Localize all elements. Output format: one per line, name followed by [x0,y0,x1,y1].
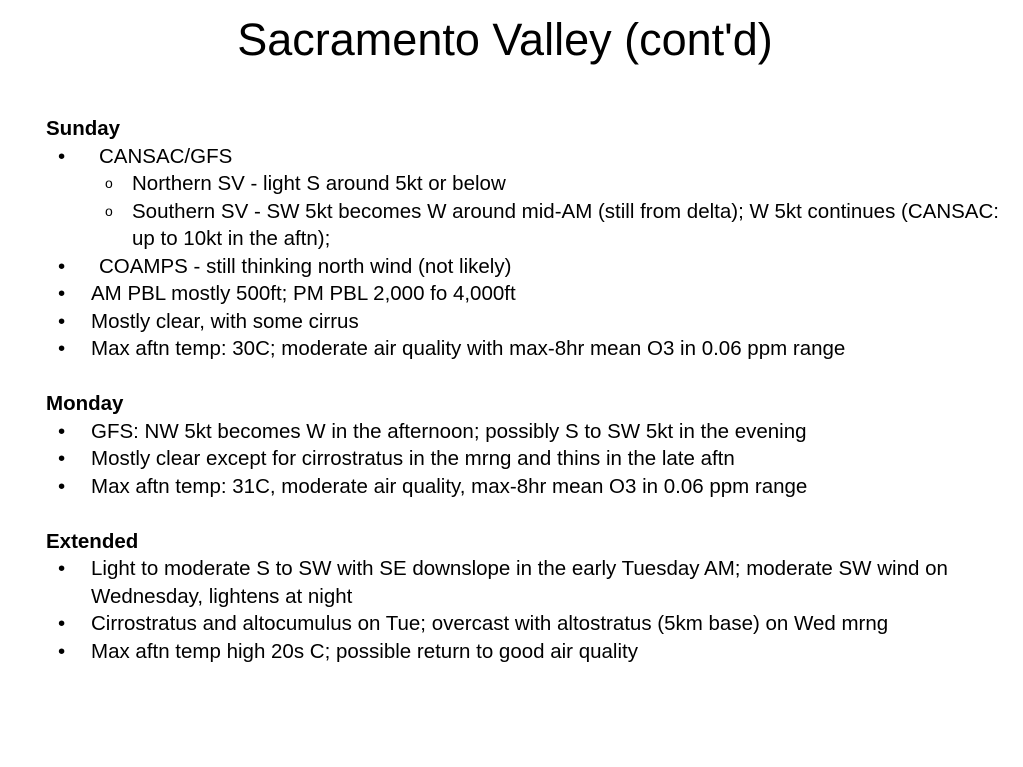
bullet-text: Max aftn temp: 30C; moderate air quality with max-8hr mean O3 in 0.06 ppm range [91,337,846,360]
bullet-icon: • [58,337,66,360]
sub-bullet-list [91,170,1006,253]
bullet-text: Light to moderate S to SW with SE downslope in the early Tuesday AM; moderate SW wind on Wednesday, lightens at night [91,557,948,608]
bullet-item [46,280,1006,308]
sub-bullet-item [91,170,1006,198]
bullet-icon: • [58,557,66,580]
bullet-text: Max aftn temp: 31C, moderate air quality, max-8hr mean O3 in 0.06 ppm range [91,474,808,498]
sub-bullet-text: Northern SV - light S around 5kt or below [132,172,506,195]
bullet-text: Mostly clear except for cirrostratus in the mrng and thins in the late aftn [91,447,735,470]
bullet-icon: • [58,254,66,278]
bullet-icon: • [58,639,66,663]
sunday-bullet-list [46,143,1006,363]
bullet-text: AM PBL mostly 500ft; PM PBL 2,000 fo 4,000ft [91,282,516,305]
bullet-text: COAMPS - still thinking north wind (not likely) [99,254,512,278]
section-heading-monday: Monday [46,392,124,415]
section-heading-extended: Extended [46,529,139,553]
slide-content [46,115,1006,665]
bullet-icon: • [58,612,66,635]
bullet-icon: • [58,447,66,470]
bullet-text: Mostly clear, with some cirrus [91,309,359,333]
bullet-text: Cirrostratus and altocumulus on Tue; overcast with altostratus (5km base) on Wed mrng [91,612,889,635]
bullet-item [46,445,1006,473]
section-monday [46,390,1006,500]
slide-title: Sacramento Valley (cont'd) [237,14,773,65]
sub-bullet-icon: o [105,202,113,219]
sub-bullet-item [91,198,1006,253]
bullet-text: Max aftn temp high 20s C; possible return to good air quality [91,639,638,663]
section-sunday [46,115,1006,363]
bullet-item [46,308,1006,336]
bullet-icon: • [58,474,66,498]
bullet-icon: • [58,282,66,305]
bullet-icon: • [58,144,66,168]
bullet-text: CANSAC/GFS [99,144,233,168]
bullet-item [46,610,1006,638]
section-spacer [46,500,1006,528]
bullet-item [46,253,1006,281]
section-extended [46,528,1006,666]
bullet-item [46,335,1006,363]
bullet-text: GFS: NW 5kt becomes W in the afternoon; possibly S to SW 5kt in the evening [91,419,807,443]
bullet-item [46,473,1006,501]
sub-bullet-text: Southern SV - SW 5kt becomes W around mid-AM (still from delta); W 5kt continues (CANSAC: up to 10kt in the aftn); [132,199,999,250]
bullet-icon: • [58,309,66,333]
section-spacer [46,363,1006,391]
extended-bullet-list [46,555,1006,665]
bullet-icon: • [58,419,66,443]
bullet-item [46,143,1006,253]
bullet-item [46,555,1006,610]
section-heading-sunday: Sunday [46,117,121,140]
bullet-item [46,638,1006,666]
bullet-item [46,418,1006,446]
monday-bullet-list [46,418,1006,501]
sub-bullet-icon: o [105,175,113,191]
